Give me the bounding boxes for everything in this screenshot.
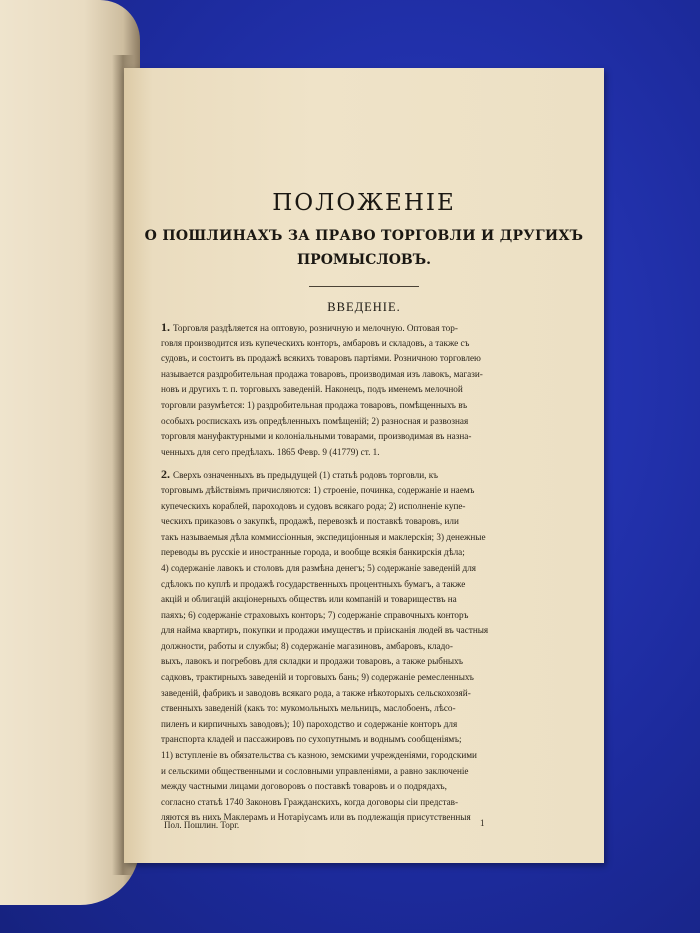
text-line-content: и сельскими общественными и сословными управленіями, а равно заключеніе — [161, 765, 469, 776]
text-line — [161, 414, 593, 430]
page-number: 1 — [480, 818, 485, 828]
paragraph-1 — [161, 320, 593, 460]
page-footer: Пол. Пошлин. Торг. — [164, 820, 240, 830]
text-line-content: Сверхъ означенныхъ въ предыдущей (1) статьѣ родовъ торговли, къ — [173, 470, 438, 481]
text-line — [161, 717, 593, 733]
text-line — [161, 764, 593, 780]
text-line-content: судовъ, и состоитъ въ продажѣ всякихъ товаровъ партіями. Розничною торговлею — [161, 353, 481, 364]
text-line — [161, 686, 593, 702]
text-line-content: 11) вступленіе въ обязательства съ казною, земскими учрежденіями, городскими — [161, 750, 477, 761]
text-line — [161, 530, 593, 546]
text-line-content: выхъ, лавокъ и погребовъ для складки и продажи товаровъ, а также рыбныхъ — [161, 656, 464, 667]
text-line-content: должности, работы и службы; 8) содержаніе магазиновъ, амбаровъ, кладо- — [161, 640, 453, 651]
text-line — [161, 367, 593, 383]
text-line-content: Торговля раздѣляется на оптовую, розничную и мелочную. Оптовая тор- — [173, 323, 458, 333]
text-line — [161, 351, 593, 367]
paragraph-number: 2. — [161, 467, 173, 482]
text-line — [161, 592, 593, 608]
text-line-content: переводы въ русскіе и иностранные города, и вообще всякія банкирскія дѣла; — [161, 547, 465, 558]
document-body — [161, 320, 593, 826]
title-divider — [309, 286, 419, 287]
text-line — [161, 623, 593, 639]
text-line-content: торговли разумѣется: 1) раздробительная продажа товаровъ, помѣщенныхъ въ — [161, 399, 468, 410]
text-line-content: купеческихъ кораблей, пароходовъ и судовъ всякаго рода; 2) исполненіе купе- — [161, 500, 466, 511]
text-line-content: заведеній, фабрикъ и заводовъ всякаго рода, а также нѣкоторыхъ сельскохозяй- — [161, 687, 471, 698]
text-line — [161, 654, 593, 670]
document-subtitle-line1: О ПОШЛИНАХЪ ЗА ПРАВО ТОРГОВЛИ И ДРУГИХЪ — [144, 228, 584, 244]
text-line — [161, 701, 593, 717]
text-line-content: говля производится изъ купеческихъ конторъ, амбаровъ и складовъ, а также съ — [161, 337, 470, 348]
text-line-content: транспорта кладей и пассажировъ по сухопутнымъ и воднымъ сообщеніямъ; — [161, 734, 462, 745]
text-line — [161, 382, 593, 398]
text-line — [161, 336, 593, 352]
text-line — [161, 732, 593, 748]
text-line-content: между частными лицами договоровъ о поставкѣ товаровъ и о подрядахъ, — [161, 781, 447, 792]
text-line-content: такъ называемыя дѣла коммиссіонныя, экспедиціонныя и маклерскія; 3) денежные — [161, 531, 486, 542]
text-line — [161, 795, 593, 811]
text-line — [161, 398, 593, 414]
document-page — [124, 68, 604, 863]
text-line-content: новъ и другихъ т. п. торговыхъ заведеній. Наконецъ, подъ именемъ мелочной — [161, 384, 463, 395]
document-title: ПОЛОЖЕНІЕ — [272, 190, 456, 216]
text-line-content: согласно статьѣ 1740 Законовъ Гражданскихъ, когда договоры сіи представ- — [161, 796, 459, 807]
text-line — [161, 514, 593, 530]
text-line-content: особыхъ роспискахъ изъ опредѣленныхъ помѣщеній; 2) разносная и развозная — [161, 415, 469, 426]
text-line-content: торговля мануфактурными и колоніальными товарами, производимая въ назна- — [161, 431, 472, 442]
text-line-content: акцій и облигацій акціонерныхъ обществъ или компаній и товариществъ на — [161, 594, 457, 605]
section-heading: ВВЕДЕНІЕ. — [327, 300, 401, 314]
paragraph-number: 1. — [161, 320, 173, 334]
text-line — [161, 429, 593, 445]
text-line — [161, 639, 593, 655]
text-line — [161, 748, 593, 764]
document-subtitle-line2: ПРОМЫСЛОВЪ. — [296, 252, 432, 268]
text-line — [161, 608, 593, 624]
text-line — [161, 445, 593, 461]
text-line — [161, 779, 593, 795]
text-line-content: ственныхъ заведеній (какъ то: мукомольныхъ мельницъ, маслобоенъ, лѣсо- — [161, 703, 456, 714]
text-line-content: сдѣлокъ по куплѣ и продажѣ государственныхъ процентныхъ бумагъ, а также — [161, 578, 466, 589]
text-line — [161, 483, 593, 499]
text-line-content: торговымъ дѣйствіямъ причисляются: 1) строеніе, починка, содержаніе и наемъ — [161, 484, 475, 495]
text-line — [161, 499, 593, 515]
text-line-content: ченныхъ для сего предѣлахъ. 1865 Февр. 9 (41779) ст. 1. — [161, 446, 380, 457]
text-line — [161, 320, 593, 336]
text-line-content: садковъ, трактирныхъ заведеній и торговыхъ бань; 9) содержаніе ремесленныхъ — [161, 672, 474, 683]
paragraph-2 — [161, 467, 593, 826]
text-line-content: ляются въ нихъ Маклерамъ и Нотаріусамъ или въ подлежащія присутственныя — [161, 812, 471, 823]
text-line-content: для найма квартиръ, покупки и продажи имуществъ и пріисканія людей въ частныя — [161, 625, 489, 636]
text-line-content: паяхъ; 6) содержаніе страховыхъ конторъ; 7) содержаніе справочныхъ конторъ — [161, 609, 469, 620]
text-line-content: 4) содержаніе лавокъ и столовъ для размѣна денегъ; 5) содержаніе заведеній для — [161, 562, 477, 573]
text-line — [161, 670, 593, 686]
text-line — [161, 545, 593, 561]
text-line — [161, 467, 593, 483]
text-line-content: ческихъ приказовъ о закупкѣ, продажѣ, перевозкѣ и поставкѣ товаровъ, или — [161, 516, 459, 527]
text-line-content: пиленъ и кирпичныхъ заводовъ); 10) пароходство и содержаніе конторъ для — [161, 718, 458, 729]
text-line-content: называется раздробительная продажа товаровъ, производимая изъ лавокъ, магази- — [161, 368, 483, 379]
text-line — [161, 561, 593, 577]
text-line — [161, 577, 593, 593]
